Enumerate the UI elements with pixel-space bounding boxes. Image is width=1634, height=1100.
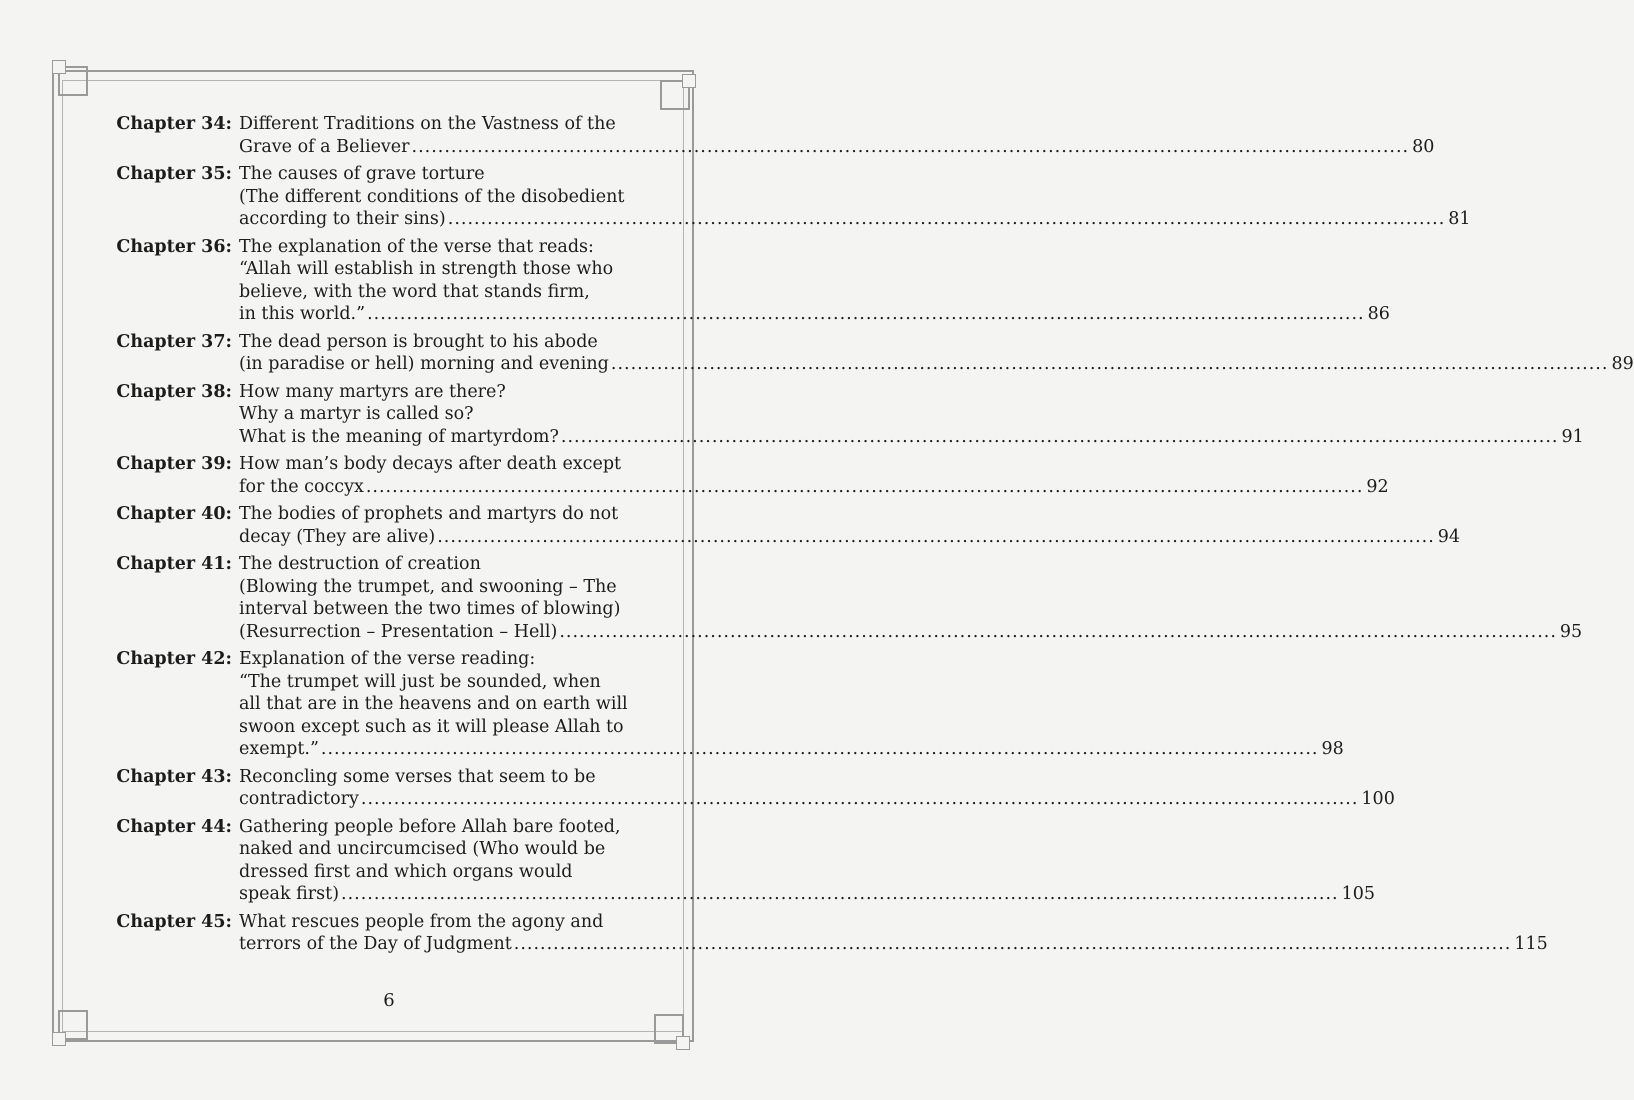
title-last-line bbox=[239, 933, 1548, 956]
title-last-line bbox=[239, 136, 1434, 159]
title-last-line bbox=[239, 476, 1389, 499]
chapter-label: Chapter 40: bbox=[116, 504, 232, 524]
title-last-line bbox=[239, 788, 1395, 811]
chapter-label: Chapter 39: bbox=[116, 454, 232, 474]
chapter-title bbox=[239, 236, 1390, 326]
title-line: Different Traditions on the Vastness of the bbox=[239, 114, 616, 134]
title-line: believe, with the word that stands firm, bbox=[239, 281, 590, 302]
toc-entry bbox=[108, 236, 1390, 326]
title-line: in this world.” bbox=[239, 304, 366, 324]
title-line: How many martyrs are there? bbox=[239, 381, 506, 402]
title-line: Grave of a Believer bbox=[239, 136, 410, 157]
dot-leader bbox=[367, 303, 1365, 326]
title-line: contradictory bbox=[239, 789, 359, 809]
dot-leader bbox=[412, 136, 1410, 159]
table-of-contents bbox=[108, 113, 1634, 961]
chapter-label: Chapter 43: bbox=[116, 766, 232, 787]
chapter-label: Chapter 38: bbox=[116, 381, 232, 402]
title-line: “The trumpet will just be sounded, when bbox=[239, 671, 601, 692]
toc-entry bbox=[108, 113, 1435, 158]
dot-leader bbox=[448, 208, 1446, 231]
page-number: 6 bbox=[383, 990, 395, 1011]
chapter-label: Chapter 34: bbox=[116, 114, 232, 134]
chapter-label: Chapter 36: bbox=[116, 236, 232, 257]
title-line: dressed first and which organs would bbox=[239, 861, 573, 882]
page-reference: 91 bbox=[1561, 426, 1584, 447]
title-line: Explanation of the verse reading: bbox=[239, 649, 536, 669]
title-line: The bodies of prophets and martyrs do not bbox=[239, 504, 619, 524]
toc-entry bbox=[108, 331, 1634, 376]
toc-entry bbox=[108, 381, 1584, 449]
title-last-line bbox=[239, 738, 1344, 761]
toc-entry bbox=[108, 911, 1548, 956]
title-line: decay (They are alive) bbox=[239, 526, 436, 547]
title-line: The causes of grave torture bbox=[239, 164, 485, 184]
page-reference: 115 bbox=[1514, 934, 1548, 954]
title-last-line bbox=[239, 303, 1390, 326]
toc-entry bbox=[108, 163, 1471, 231]
chapter-label: Chapter 35: bbox=[116, 164, 232, 184]
title-last-line bbox=[239, 353, 1634, 376]
title-line: Reconcling some verses that seem to be bbox=[239, 766, 596, 787]
chapter-title bbox=[239, 648, 1344, 761]
chapter-title bbox=[239, 113, 1434, 158]
chapter-title bbox=[239, 331, 1634, 376]
chapter-title bbox=[239, 381, 1584, 449]
title-line: Why a martyr is called so? bbox=[239, 404, 474, 424]
page-reference: 89 bbox=[1611, 354, 1634, 374]
page-reference: 80 bbox=[1412, 136, 1435, 157]
chapter-title bbox=[239, 816, 1375, 906]
title-line: “Allah will establish in strength those who bbox=[239, 259, 614, 279]
dot-leader bbox=[611, 353, 1609, 376]
title-line: for the coccyx bbox=[239, 476, 364, 497]
corner-ornament-top-right bbox=[660, 80, 690, 110]
title-line: swoon except such as it will please Allah to bbox=[239, 716, 624, 737]
corner-ornament-top-left bbox=[58, 66, 88, 96]
title-last-line bbox=[239, 621, 1582, 644]
title-line: The dead person is brought to his abode bbox=[239, 331, 598, 352]
title-line: (Resurrection – Presentation – Hell) bbox=[239, 621, 558, 642]
title-line: The destruction of creation bbox=[239, 554, 481, 574]
title-line: Gathering people before Allah bare footed, bbox=[239, 816, 621, 837]
toc-entry bbox=[108, 648, 1344, 761]
title-last-line bbox=[239, 426, 1584, 449]
dot-leader bbox=[361, 788, 1359, 811]
chapter-label: Chapter 45: bbox=[116, 911, 232, 932]
title-line: all that are in the heavens and on earth will bbox=[239, 694, 628, 714]
toc-entry bbox=[108, 453, 1389, 498]
page-reference: 86 bbox=[1367, 304, 1390, 324]
corner-ornament-bottom-left bbox=[58, 1010, 88, 1040]
chapter-title bbox=[239, 911, 1548, 956]
page-reference: 92 bbox=[1366, 476, 1389, 497]
page-reference: 95 bbox=[1559, 621, 1583, 642]
page-reference: 94 bbox=[1437, 526, 1461, 547]
chapter-label: Chapter 44: bbox=[116, 816, 232, 837]
title-line: interval between the two times of blowing) bbox=[239, 599, 621, 619]
chapter-title bbox=[239, 163, 1471, 231]
chapter-label: Chapter 42: bbox=[116, 649, 232, 669]
toc-entry bbox=[108, 816, 1375, 906]
chapter-title bbox=[239, 766, 1395, 811]
toc-entry bbox=[108, 503, 1461, 548]
dot-leader bbox=[559, 621, 1557, 644]
chapter-title bbox=[239, 503, 1460, 548]
title-line: What is the meaning of martyrdom? bbox=[239, 426, 559, 447]
title-line: naked and uncircumcised (Who would be bbox=[239, 839, 606, 859]
chapter-title bbox=[239, 453, 1389, 498]
page-reference: 81 bbox=[1448, 209, 1471, 229]
chapter-label: Chapter 37: bbox=[116, 331, 232, 352]
title-last-line bbox=[239, 883, 1375, 906]
dot-leader bbox=[561, 426, 1559, 449]
page-reference: 100 bbox=[1361, 789, 1395, 809]
title-line: terrors of the Day of Judgment bbox=[239, 934, 512, 954]
chapter-title bbox=[239, 553, 1582, 643]
corner-ornament-bottom-right bbox=[654, 1014, 684, 1044]
dot-leader bbox=[514, 933, 1512, 956]
title-line: (The different conditions of the disobedient bbox=[239, 186, 625, 207]
title-line: according to their sins) bbox=[239, 209, 446, 229]
title-line: How man’s body decays after death except bbox=[239, 454, 622, 474]
dot-leader bbox=[321, 738, 1319, 761]
title-line: exempt.” bbox=[239, 739, 319, 759]
page-reference: 105 bbox=[1341, 884, 1375, 904]
title-last-line bbox=[239, 208, 1471, 231]
toc-entry bbox=[108, 553, 1583, 643]
page-reference: 98 bbox=[1321, 739, 1344, 759]
title-line: (Blowing the trumpet, and swooning – The bbox=[239, 576, 617, 597]
title-line: The explanation of the verse that reads: bbox=[239, 236, 594, 257]
dot-leader bbox=[366, 476, 1364, 499]
title-line: speak first) bbox=[239, 884, 340, 904]
title-line: (in paradise or hell) morning and evening bbox=[239, 354, 609, 374]
dot-leader bbox=[341, 883, 1339, 906]
toc-entry bbox=[108, 766, 1395, 811]
dot-leader bbox=[437, 526, 1435, 549]
chapter-label: Chapter 41: bbox=[116, 554, 232, 574]
title-last-line bbox=[239, 526, 1460, 549]
title-line: What rescues people from the agony and bbox=[239, 911, 604, 932]
